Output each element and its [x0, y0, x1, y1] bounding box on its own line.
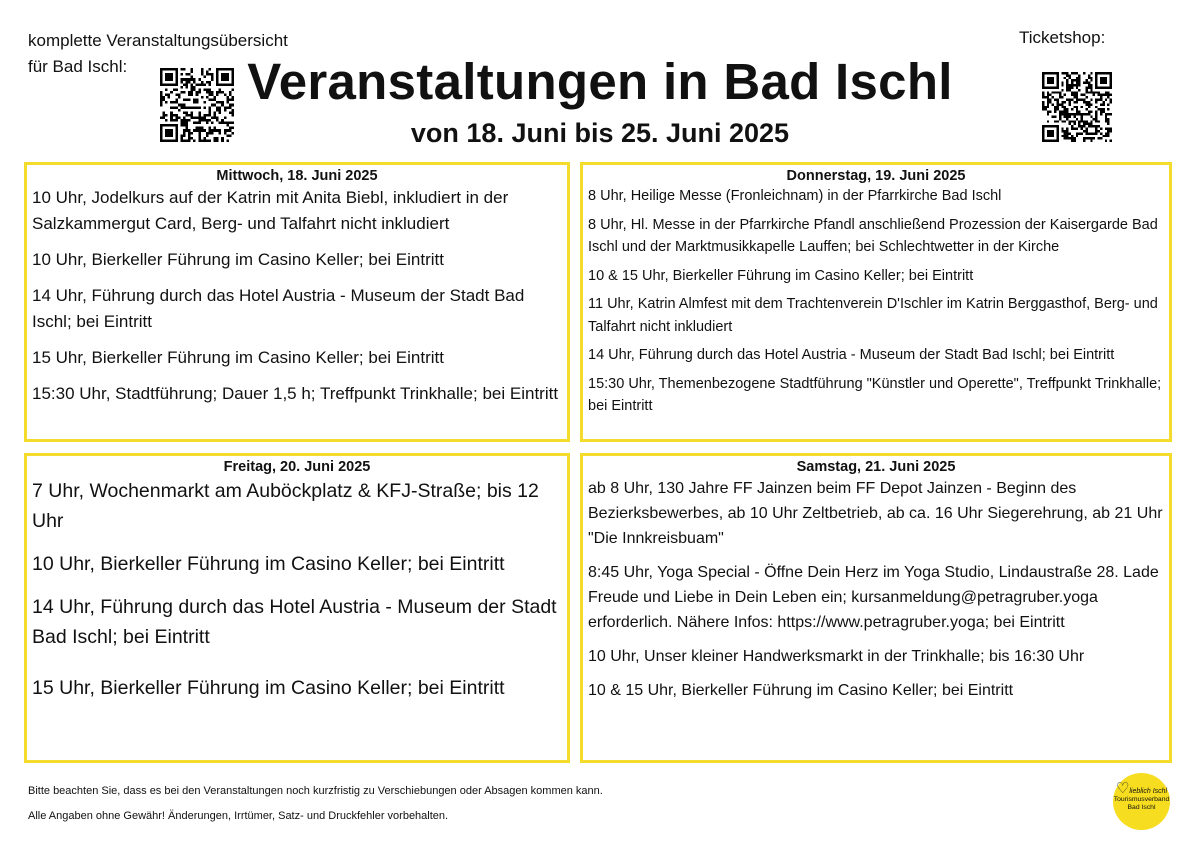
event-item: ab 8 Uhr, 130 Jahre FF Jainzen beim FF Depot Jainzen - Beginn des Bezierksbewerbes, ab 10 Uhr Zeltbetrieb, ab ca. 16 Uhr Siegerehrung, ab 21 Uhr "Die Innkreisbuam" — [588, 480, 1163, 547]
disclaimer-note: Alle Angaben ohne Gewähr! Änderungen, Irrtümer, Satz- und Druckfehler vorbehalten. — [28, 810, 449, 822]
event-item: 15 Uhr, Bierkeller Führung im Casino Keller; bei Eintritt — [32, 348, 444, 367]
day-heading: Samstag, 21. Juni 2025 — [796, 459, 956, 475]
page-title: Veranstaltungen in Bad Ischl — [247, 53, 953, 110]
event-item: 8 Uhr, Heilige Messe (Fronleichnam) in der Pfarrkirche Bad Ischl — [588, 188, 1002, 204]
event-list — [588, 476, 1164, 703]
tourism-logo — [1113, 773, 1170, 830]
day-box-saturday — [580, 453, 1172, 763]
event-item: 14 Uhr, Führung durch das Hotel Austria - Museum der Stadt Bad Ischl; bei Eintritt — [32, 596, 557, 648]
event-item: 11 Uhr, Katrin Almfest mit dem Trachtenverein D'Ischler im Katrin Berggasthof, Berg- und Talfahrt nicht inkludiert — [588, 296, 1158, 335]
logo-script: lieblich Ischl — [1129, 788, 1168, 795]
event-item: 10 & 15 Uhr, Bierkeller Führung im Casino Keller; bei Eintritt — [588, 267, 974, 284]
intro-line-1: komplette Veranstaltungsübersicht — [28, 31, 288, 50]
event-list — [32, 185, 562, 407]
event-item: 8 Uhr, Hl. Messe in der Pfarrkirche Pfandl anschließend Prozession der Kaisergarde Bad Ischl und der Marktmusikkapelle Lauffen; bei Schlechtwetter in der Kirche — [588, 216, 1158, 255]
logo-line-1: Tourismusverband — [1113, 796, 1170, 803]
day-heading: Freitag, 20. Juni 2025 — [223, 459, 371, 475]
day-box-friday — [24, 453, 570, 763]
event-item: 14 Uhr, Führung durch das Hotel Austria - Museum der Stadt Bad Ischl; bei Eintritt — [32, 286, 525, 331]
event-item: 14 Uhr, Führung durch das Hotel Austria - Museum der Stadt Bad Ischl; bei Eintritt — [588, 347, 1115, 363]
page-subtitle: von 18. Juni bis 25. Juni 2025 — [410, 118, 790, 148]
disclaimer-note: Bitte beachten Sie, dass es bei den Veranstaltungen noch kurzfristig zu Verschiebungen oder Absagen kommen kann. — [28, 785, 603, 797]
event-item: 15:30 Uhr, Stadtführung; Dauer 1,5 h; Treffpunkt Trinkhalle; bei Eintritt — [32, 384, 559, 403]
event-item: 10 Uhr, Bierkeller Führung im Casino Keller; bei Eintritt — [32, 553, 505, 575]
day-box-thursday — [580, 162, 1172, 442]
event-list — [32, 476, 562, 703]
event-list — [588, 185, 1164, 418]
heart-logo-icon: ♡ — [1115, 780, 1130, 797]
day-heading: Donnerstag, 19. Juni 2025 — [786, 168, 966, 184]
event-item: 10 & 15 Uhr, Bierkeller Führung im Casino Keller; bei Eintritt — [588, 682, 1014, 699]
event-item: 15 Uhr, Bierkeller Führung im Casino Keller; bei Eintritt — [32, 677, 505, 699]
event-item: 8:45 Uhr, Yoga Special - Öffne Dein Herz im Yoga Studio, Lindaustraße 28. Lade Freude und Liebe in Dein Leben ein; kursanmeldung@petragruber.yoga erforderlich. Nähere Infos: https://www.petragruber.yoga; bei Eintritt — [588, 564, 1159, 631]
event-item: 10 Uhr, Jodelkurs auf der Katrin mit Anita Biebl, inkludiert in der Salzkammergut Card, Berg- und Talfahrt nicht inkludiert — [32, 188, 509, 233]
event-item: 10 Uhr, Bierkeller Führung im Casino Keller; bei Eintritt — [32, 250, 444, 269]
event-item: 10 Uhr, Unser kleiner Handwerksmarkt in der Trinkhalle; bis 16:30 Uhr — [588, 648, 1085, 665]
day-heading: Mittwoch, 18. Juni 2025 — [216, 168, 378, 184]
logo-line-2: Bad Ischl — [1127, 803, 1156, 811]
day-box-wednesday — [24, 162, 570, 442]
intro-line-2: für Bad Ischl: — [28, 57, 128, 76]
ticketshop-label: Ticketshop: — [1019, 28, 1106, 47]
event-item: 7 Uhr, Wochenmarkt am Auböckplatz & KFJ-Straße; bis 12 Uhr — [32, 480, 539, 532]
event-item: 15:30 Uhr, Themenbezogene Stadtführung "Künstler und Operette", Treffpunkt Trinkhalle; bei Eintritt — [588, 375, 1162, 414]
